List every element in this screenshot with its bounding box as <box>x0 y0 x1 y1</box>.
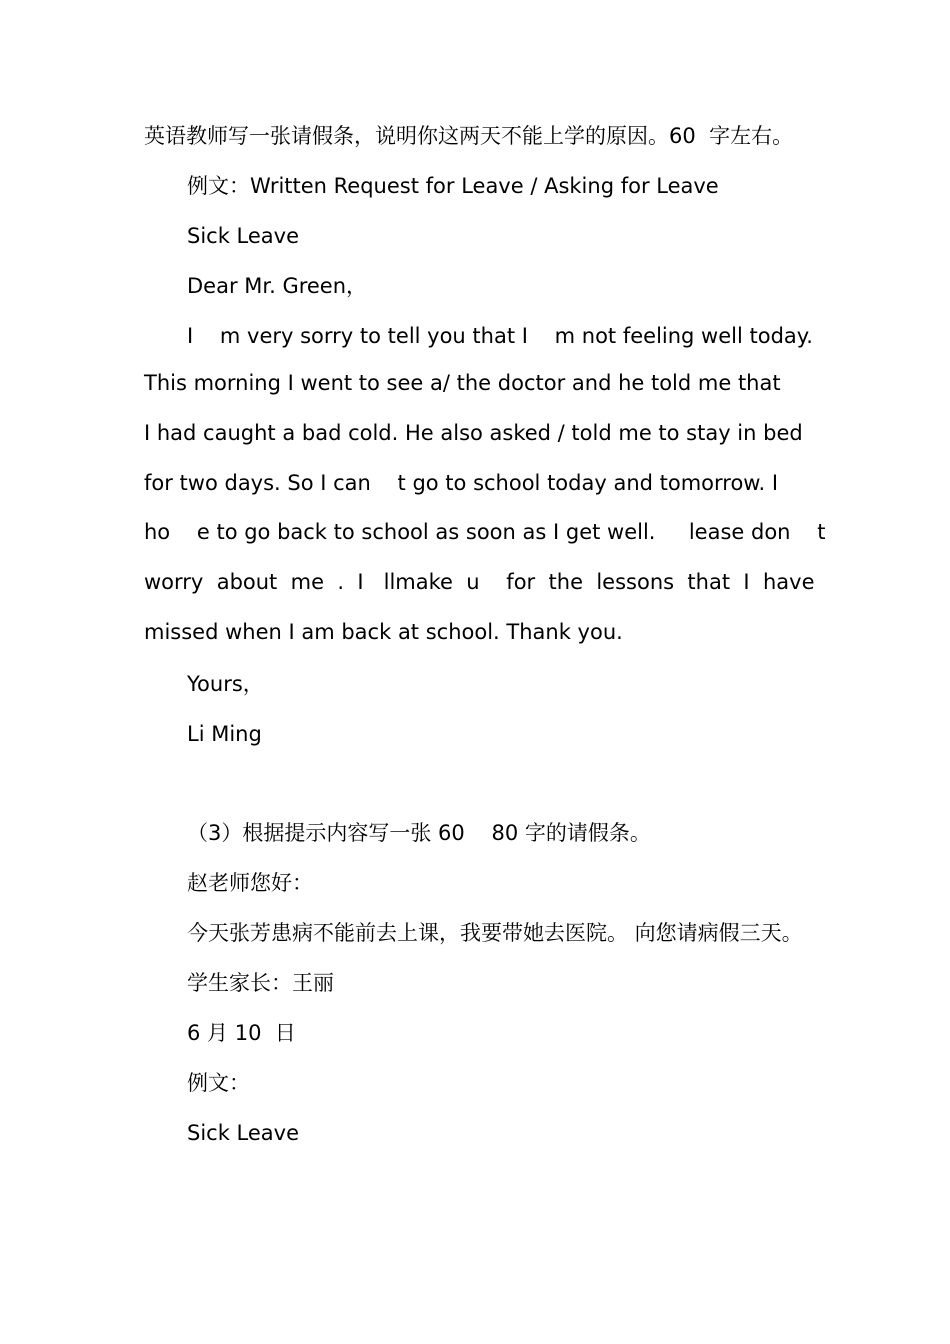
letter-body-line-5: ho e to go back to school as soon as I get well. lease don t <box>144 520 826 544</box>
letter-closing: Yours， <box>187 672 264 696</box>
letter-body-line-1: I m very sorry to tell you that I m not feeling well today. <box>187 324 813 348</box>
sample-label: 例文： <box>187 1071 250 1095</box>
prompt-signer: 学生家长：王丽 <box>187 971 334 995</box>
letter-body-line-2: This morning I went to see a/ the doctor and he told me that <box>144 371 781 395</box>
task-3-instruction: （3）根据提示内容写一张 60 80 字的请假条。 <box>187 821 651 845</box>
letter-body-line-7: missed when I am back at school. Thank you. <box>144 620 623 644</box>
prompt-body: 今天张芳患病不能前去上课，我要带她去医院。 向您请病假三天。 <box>187 921 803 945</box>
prompt-date: 6 月 10 日 <box>187 1021 296 1045</box>
letter-body-line-3: I had caught a bad cold. He also asked / told me to stay in bed <box>144 421 803 445</box>
sample-letter-title: Sick Leave <box>187 1121 300 1145</box>
letter-body-line-6: worry about me . I llmake u for the lessons that I have <box>144 570 815 594</box>
letter-body-line-4: for two days. So I can t go to school today and tomorrow. I <box>144 471 779 495</box>
letter-title: Sick Leave <box>187 224 300 248</box>
prompt-salutation: 赵老师您好： <box>187 871 313 895</box>
sample-heading: 例文：Written Request for Leave / Asking for Leave <box>187 174 719 198</box>
letter-signature: Li Ming <box>187 722 262 746</box>
task-instruction-line: 英语教师写一张请假条，说明你这两天不能上学的原因。60 字左右。 <box>144 124 794 148</box>
letter-salutation: Dear Mr. Green， <box>187 274 368 298</box>
